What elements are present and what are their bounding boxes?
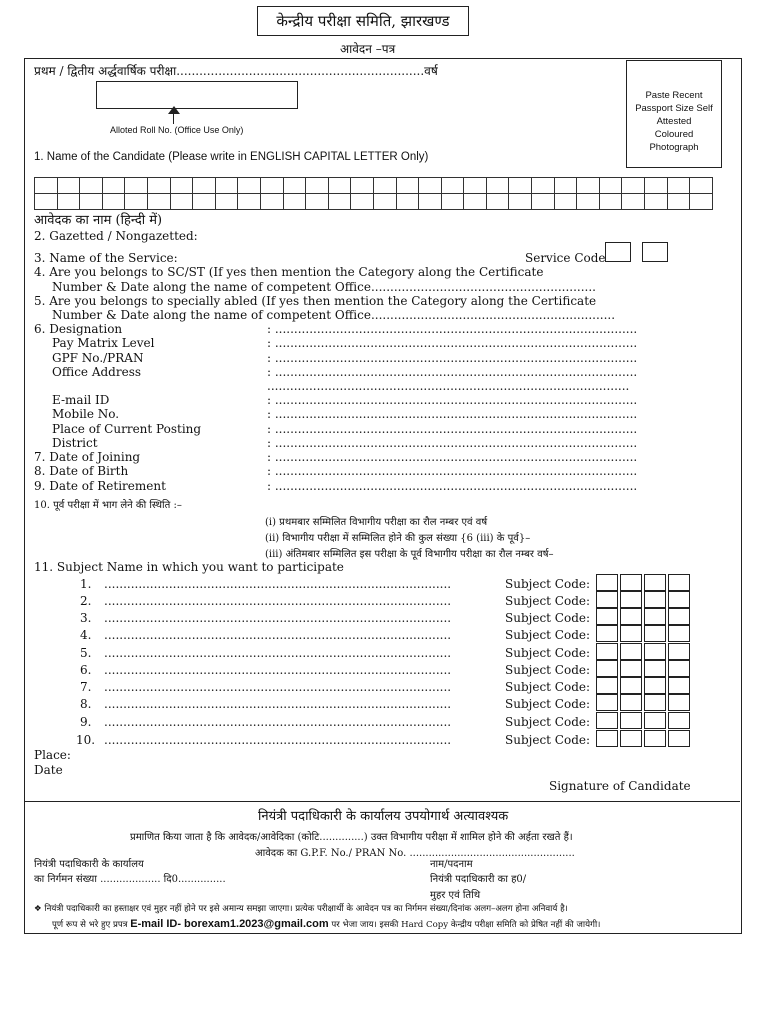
subject-dots[interactable]: ........................................................................................... xyxy=(104,646,452,660)
subject-number: 5. xyxy=(80,646,92,660)
field-label: 9. Date of Retirement xyxy=(34,479,166,493)
subject-code-boxes[interactable] xyxy=(596,677,692,694)
subject-dots[interactable]: ........................................................................................... xyxy=(104,577,452,591)
photo-box xyxy=(626,60,722,168)
q3-label: 3. Name of the Service: xyxy=(34,251,178,265)
subject-code-label: Subject Code: xyxy=(505,611,591,625)
subject-code-label: Subject Code: xyxy=(505,594,591,608)
subject-code-label: Subject Code: xyxy=(505,663,591,677)
email-link[interactable]: E-mail ID- borexam1.2023@gmail.com xyxy=(130,918,329,930)
exam-line: प्रथम / द्वितीय अर्द्धवार्षिक परीक्षा.................................................................वर्ष xyxy=(34,64,438,78)
q10-item: (ii) विभागीय परीक्षा में सम्मिलित होने की कुल संख्या {6 (iii) के पूर्व}– xyxy=(265,533,531,544)
q5-line-1: 5. Are you belongs to specially abled (If yes then mention the Category along the Certificate xyxy=(34,294,597,308)
section-divider xyxy=(24,801,740,802)
field-dots[interactable]: : ............................................................................................... xyxy=(267,393,638,407)
subject-code-label: Subject Code: xyxy=(505,628,591,642)
subject-code-boxes[interactable] xyxy=(596,660,692,677)
field-dots[interactable]: ............................................................................................... xyxy=(267,379,630,393)
office-right-1: नाम/पदनाम xyxy=(430,859,473,870)
date-label: Date xyxy=(34,763,63,777)
q1-label: 1. Name of the Candidate (Please write in ENGLISH CAPITAL LETTER Only) xyxy=(34,151,429,163)
subject-dots[interactable]: ........................................................................................... xyxy=(104,663,452,677)
q10-label: 10. पूर्व परीक्षा में भाग लेने की स्थिति :– xyxy=(34,500,182,511)
note2-pre: पूर्ण रूप से भरे हुए प्रपत्र xyxy=(52,920,131,930)
subject-code-label: Subject Code: xyxy=(505,715,591,729)
subject-code-boxes[interactable] xyxy=(596,608,692,625)
subject-number: 7. xyxy=(80,680,92,694)
field-label: 6. Designation xyxy=(34,322,123,336)
q10-item: (i) प्रथमबार सम्मिलित विभागीय परीक्षा का रौल नम्बर एवं वर्ष xyxy=(265,517,488,528)
photo-line: Photograph xyxy=(649,142,699,153)
subject-code-label: Subject Code: xyxy=(505,646,591,660)
office-right-2: नियंत्री पदाधिकारी का ह0/ xyxy=(430,874,527,885)
office-left-2: का निर्गमन संख्या ................... दि0............... xyxy=(34,874,226,885)
up-arrow-icon xyxy=(168,106,180,114)
subject-number: 3. xyxy=(80,611,92,625)
field-dots[interactable]: : ............................................................................................... xyxy=(267,450,638,464)
photo-line: Coloured xyxy=(654,129,694,140)
subject-code-boxes[interactable] xyxy=(596,625,692,642)
subject-dots[interactable]: ........................................................................................... xyxy=(104,715,452,729)
subject-code-boxes[interactable] xyxy=(596,591,692,608)
arrow-stem xyxy=(173,110,174,124)
subject-code-label: Subject Code: xyxy=(505,697,591,711)
field-dots[interactable]: : ............................................................................................... xyxy=(267,336,638,350)
note2-post: पर भेजा जाय। इसकी Hard Copy केन्द्रीय परीक्षा समिति को प्रेषित नहीं की जायेगी। xyxy=(328,920,601,930)
subject-code-boxes[interactable] xyxy=(596,712,692,729)
subject-code-label: Subject Code: xyxy=(505,577,591,591)
subject-number: 1. xyxy=(80,577,92,591)
q4-line-2: Number & Date along the name of competent Office........................................................... xyxy=(52,280,596,294)
field-dots[interactable]: : ............................................................................................... xyxy=(267,464,638,478)
subject-code-boxes[interactable] xyxy=(596,643,692,660)
office-note-1: ❖ नियंत्री पदाधिकारी का हस्ताक्षर एवं मुहर नहीं होने पर इसे अमान्य समझा जाएगा। प्रत्येक परीक्षार्थी के आवेदन पत्र का निर्गमन संख्या/दिनांक अलग–अलग होना अनिवार्य है। xyxy=(34,904,568,914)
office-right-3: मुहर एवं तिथि xyxy=(430,890,481,901)
form-title: केन्द्रीय परीक्षा समिति, झारखण्ड xyxy=(257,6,469,36)
q11-label: 11. Subject Name in which you want to participate xyxy=(34,560,344,574)
grid-row-2 xyxy=(35,194,713,210)
signature-label: Signature of Candidate xyxy=(549,779,691,793)
field-label: 8. Date of Birth xyxy=(34,464,129,478)
field-dots[interactable]: : ............................................................................................... xyxy=(267,422,638,436)
service-code-label: Service Code xyxy=(525,251,606,265)
field-dots[interactable]: : ............................................................................................... xyxy=(267,322,638,336)
grid-row-1 xyxy=(35,178,713,194)
subject-number: 6. xyxy=(80,663,92,677)
field-dots[interactable]: : ............................................................................................... xyxy=(267,479,638,493)
field-label: Pay Matrix Level xyxy=(52,336,155,350)
service-code-box-1[interactable] xyxy=(605,242,631,262)
subject-number: 9. xyxy=(80,715,92,729)
photo-line: Paste Recent xyxy=(645,90,703,101)
subject-number: 10. xyxy=(76,733,96,747)
subject-dots[interactable]: ........................................................................................... xyxy=(104,628,452,642)
field-label: Office Address xyxy=(52,365,142,379)
field-label: District xyxy=(52,436,98,450)
field-label: 7. Date of Joining xyxy=(34,450,141,464)
subject-number: 2. xyxy=(80,594,92,608)
field-label: GPF No./PRAN xyxy=(52,351,144,365)
roll-label: Alloted Roll No. (Office Use Only) xyxy=(110,125,244,135)
field-dots[interactable]: : ............................................................................................... xyxy=(267,407,638,421)
office-title: नियंत्री पदाधिकारी के कार्यालय उपयोगार्थ अत्यावश्यक xyxy=(258,809,509,824)
photo-line: Passport Size Self xyxy=(635,103,713,114)
office-certify: प्रमाणित किया जाता है कि आवेदक/आवेदिका (कोटि..............) उक्त विभागीय परीक्षा में शामिल होने की अर्हता रखते हैं। xyxy=(130,832,573,843)
office-gpf: आवेदक का G.P.F. No./ PRAN No. .................................................... xyxy=(255,848,575,859)
subject-dots[interactable]: ........................................................................................... xyxy=(104,697,452,711)
subject-code-boxes[interactable] xyxy=(596,694,692,711)
subject-number: 8. xyxy=(80,697,92,711)
subject-dots[interactable]: ........................................................................................... xyxy=(104,594,452,608)
field-label: Mobile No. xyxy=(52,407,120,421)
field-label: Place of Current Posting xyxy=(52,422,202,436)
service-code-box-2[interactable] xyxy=(642,242,668,262)
office-note-2 xyxy=(52,918,600,930)
field-label: E-mail ID xyxy=(52,393,110,407)
field-dots[interactable]: : ............................................................................................... xyxy=(267,351,638,365)
subject-code-boxes[interactable] xyxy=(596,574,692,591)
subject-code-label: Subject Code: xyxy=(505,733,591,747)
subject-dots[interactable]: ........................................................................................... xyxy=(104,611,452,625)
q5-line-2: Number & Date along the name of competent Office................................................................ xyxy=(52,308,616,322)
subject-number: 4. xyxy=(80,628,92,642)
field-dots[interactable]: : ............................................................................................... xyxy=(267,436,638,450)
photo-line: Attested xyxy=(656,116,692,127)
office-left-1: नियंत्री पदाधिकारी के कार्यालय xyxy=(34,859,144,870)
subject-dots[interactable]: ........................................................................................... xyxy=(104,733,452,747)
roll-number-box[interactable] xyxy=(96,81,298,109)
hindi-name-label: आवेदक का नाम (हिन्दी में) xyxy=(34,213,163,228)
q2-label: 2. Gazetted / Nongazetted: xyxy=(34,229,198,243)
q4-line-1: 4. Are you belongs to SC/ST (If yes then mention the Category along the Certificate xyxy=(34,265,544,279)
q10-item: (iii) अंतिमबार सम्मिलित इस परीक्षा के पूर्व विभागीय परीक्षा का रौल नम्बर वर्ष– xyxy=(265,549,554,560)
name-letter-grid[interactable] xyxy=(34,177,713,210)
subject-code-label: Subject Code: xyxy=(505,680,591,694)
subject-dots[interactable]: ........................................................................................... xyxy=(104,680,452,694)
place-label: Place: xyxy=(34,748,71,762)
form-subtitle: आवेदन –पत्र xyxy=(340,42,396,56)
subject-code-boxes[interactable] xyxy=(596,730,692,747)
field-dots[interactable]: : ............................................................................................... xyxy=(267,365,638,379)
